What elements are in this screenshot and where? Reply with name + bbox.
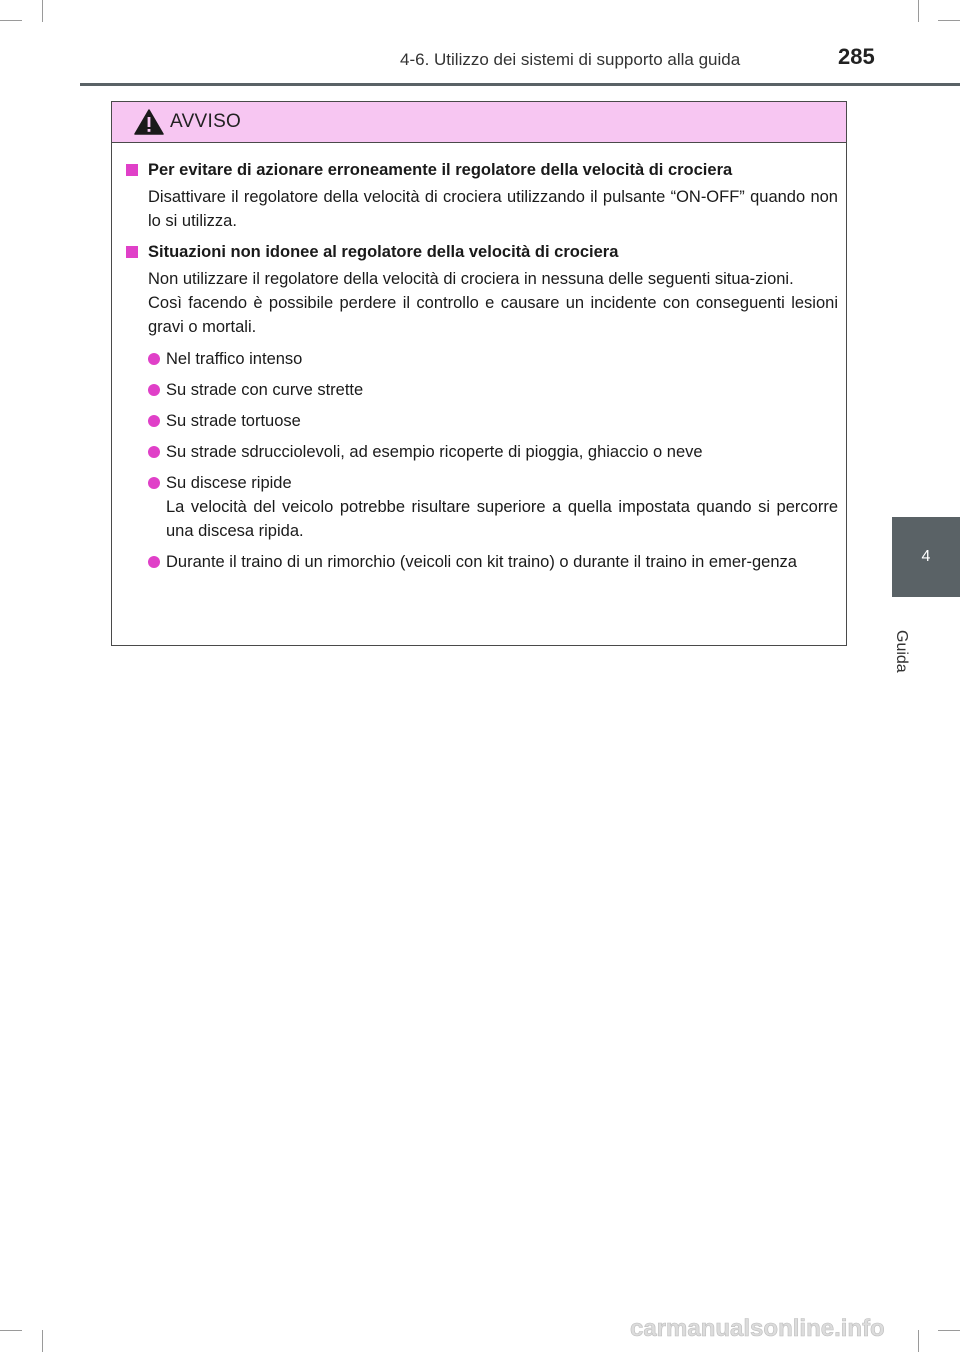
list-item-content xyxy=(166,471,838,543)
paragraph-line: Non utilizzare il regolatore della velocità di crociera in nessuna delle seguenti situa-zioni. xyxy=(148,270,794,288)
circle-bullet-icon xyxy=(148,556,160,568)
list-item xyxy=(148,550,838,574)
watermark-logo xyxy=(630,1312,950,1342)
warning-body xyxy=(112,143,846,574)
list-item-note: La velocità del veicolo potrebbe risultare superiore a quella impostata quando si percorre una discesa ripida. xyxy=(166,498,838,540)
warning-title: AVVISO xyxy=(170,111,242,132)
list-item-text: Su strade con curve strette xyxy=(166,381,364,399)
list-item-text: Su strade sdrucciolevoli, ad esempio ricoperte di pioggia, ghiaccio o neve xyxy=(166,443,703,461)
chapter-title: 4-6. Utilizzo dei sistemi di supporto alla guida xyxy=(400,50,741,69)
section-paragraph xyxy=(148,267,838,339)
section-heading xyxy=(124,158,838,182)
page-number: 285 xyxy=(838,44,875,69)
list-item-text: Su discese ripide xyxy=(166,474,292,492)
paragraph-line: Così facendo è possibile perdere il controllo e causare un incidente con conseguenti lesioni gravi o mortali. xyxy=(148,294,838,336)
warning-box xyxy=(111,101,847,646)
list-item-text: Su strade tortuose xyxy=(166,412,301,430)
chapter-tab xyxy=(892,517,960,597)
warning-triangle-icon xyxy=(134,109,164,135)
crop-mark xyxy=(42,1330,43,1352)
list-item xyxy=(148,471,838,543)
square-bullet-icon xyxy=(126,164,138,176)
list-item xyxy=(148,347,838,371)
header-rule xyxy=(80,83,960,86)
list-item-text: Durante il traino di un rimorchio (veicoli con kit traino) o durante il traino in emer-genza xyxy=(166,553,797,571)
square-bullet-icon xyxy=(126,246,138,258)
list-item-text: Nel traffico intenso xyxy=(166,350,303,368)
crop-mark xyxy=(938,20,960,21)
circle-bullet-icon xyxy=(148,477,160,489)
circle-bullet-icon xyxy=(148,384,160,396)
list-item xyxy=(148,378,838,402)
circle-bullet-icon xyxy=(148,446,160,458)
list-item xyxy=(148,440,838,464)
list-item xyxy=(148,409,838,433)
circle-bullet-icon xyxy=(148,353,160,365)
circle-bullet-icon xyxy=(148,415,160,427)
section-heading xyxy=(124,240,838,264)
crop-mark xyxy=(0,1330,22,1331)
section-heading-text: Per evitare di azionare erroneamente il regolatore della velocità di crociera xyxy=(148,161,733,179)
crop-mark xyxy=(42,0,43,22)
section-heading-text: Situazioni non idonee al regolatore della velocità di crociera xyxy=(148,243,619,261)
svg-text:carmanualsonline.info: carmanualsonline.info xyxy=(630,1315,885,1342)
crop-mark xyxy=(0,20,22,21)
crop-mark xyxy=(918,0,919,22)
chapter-tab-label: Guida xyxy=(893,630,910,673)
section-paragraph: Disattivare il regolatore della velocità di crociera utilizzando il pulsante “ON-OFF” quando non lo si utilizza. xyxy=(148,188,838,230)
warning-header xyxy=(112,102,846,143)
chapter-tab-number: 4 xyxy=(921,548,931,565)
